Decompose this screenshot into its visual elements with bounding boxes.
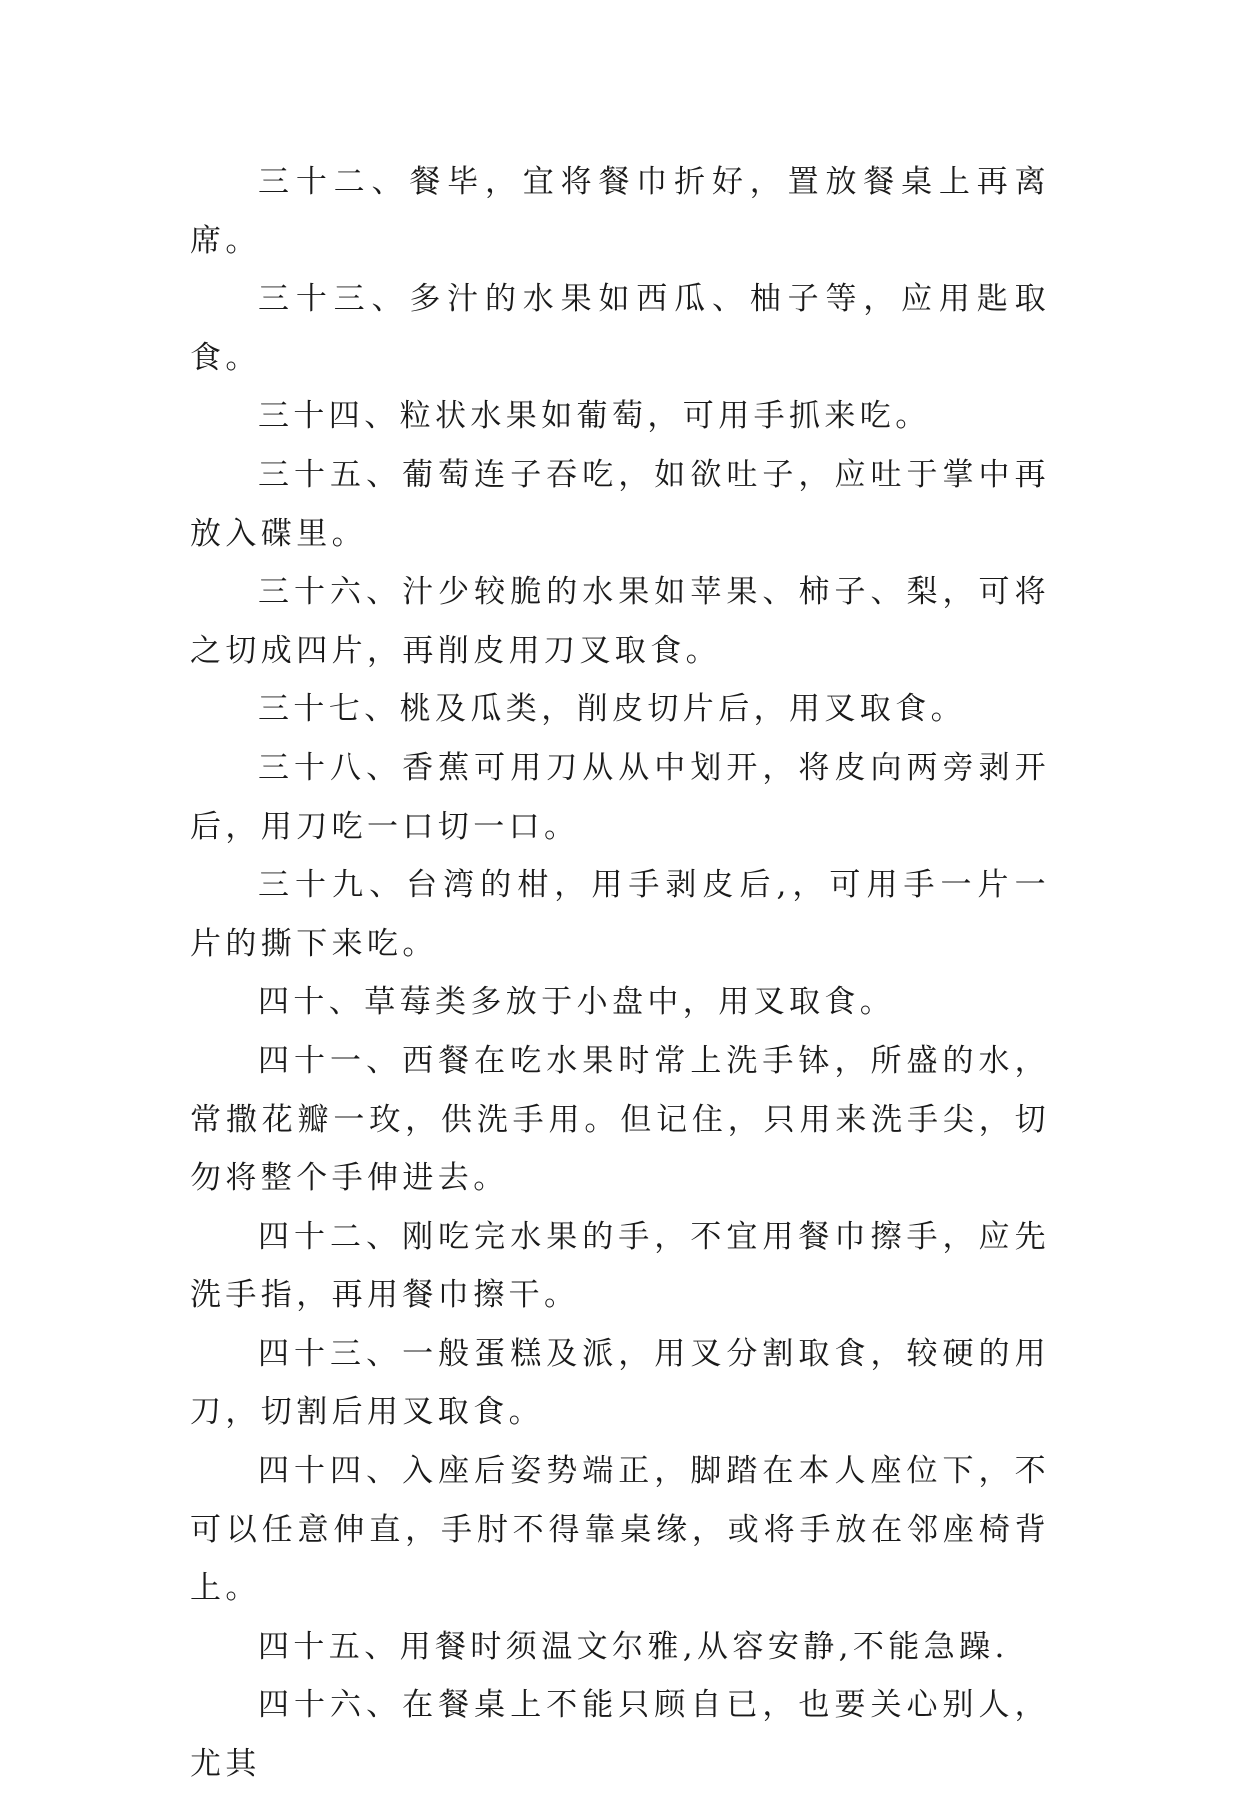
paragraph-45: 四十五、用餐时须温文尔雅,从容安静,不能急躁. — [258, 1628, 1009, 1665]
paragraph-36: 三十六、汁少较脆的水果如苹果、柿子、梨，可将之切成四片，再削皮用刀叉取食。 — [190, 574, 1050, 669]
paragraph-46: 四十六、在餐桌上不能只顾自已，也要关心别人，尤其 — [190, 1687, 1050, 1783]
paragraph-35: 三十五、葡萄连子吞吃，如欲吐子，应吐于掌中再放入碟里。 — [190, 456, 1050, 552]
document-body — [190, 153, 1050, 1794]
paragraph-41: 四十一、西餐在吃水果时常上洗手钵，所盛的水，常撒花瓣一玫，供洗手用。但记住，只用来洗手尖，切勿将整个手伸进去。 — [190, 1042, 1050, 1197]
paragraph-37: 三十七、桃及瓜类，削皮切片后，用叉取食。 — [258, 691, 966, 728]
paragraph-43: 四十三、一般蛋糕及派，用叉分割取食，较硬的用刀，切割后用叉取食。 — [190, 1335, 1050, 1431]
paragraph-40: 四十、草莓类多放于小盘中，用叉取食。 — [258, 984, 896, 1021]
paragraph-32: 三十二、餐毕，宜将餐巾折好，置放餐桌上再离席。 — [190, 164, 1050, 259]
paragraph-42: 四十二、刚吃完水果的手，不宜用餐巾擦手，应先洗手指，再用餐巾擦干。 — [190, 1218, 1050, 1314]
paragraph-34: 三十四、粒状水果如葡萄，可用手抓来吃。 — [258, 398, 931, 435]
paragraph-39: 三十九、台湾的柑，用手剥皮后,，可用手一片一片的撕下来吃。 — [190, 867, 1050, 962]
paragraph-33: 三十三、多汁的水果如西瓜、柚子等，应用匙取食。 — [190, 281, 1050, 376]
paragraph-38: 三十八、香蕉可用刀从从中划开，将皮向两旁剥开后，用刀吃一口切一口。 — [190, 749, 1050, 845]
paragraph-44: 四十四、入座后姿势端正，脚踏在本人座位下，不可以任意伸直，手肘不得靠桌缘，或将手放在邻座椅背上。 — [190, 1453, 1050, 1607]
